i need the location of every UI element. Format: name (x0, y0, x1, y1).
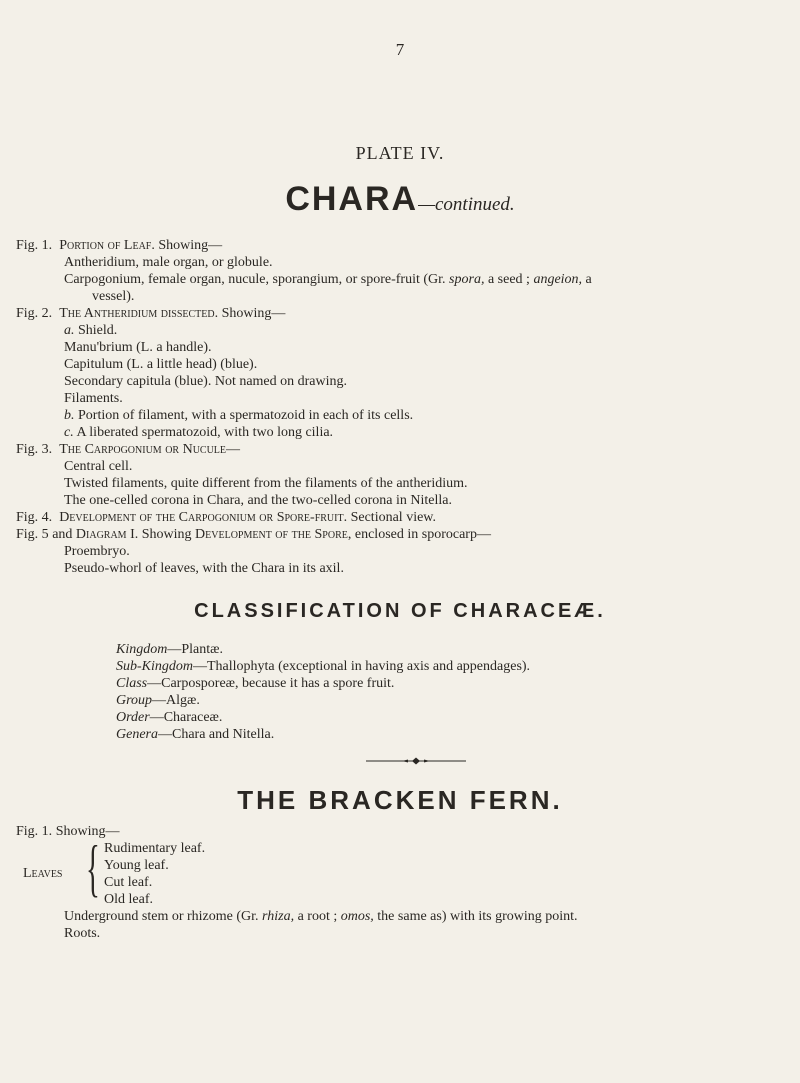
fig-title: Portion of Leaf. (59, 238, 155, 253)
showing-text: Showing— (154, 238, 223, 253)
rhizome-line: Underground stem or rhizome (Gr. rhiza, a root ; omos, the same as) with its growing point. (64, 909, 578, 924)
classification-row: Order—Characeæ. (116, 710, 223, 725)
classification-row: Sub-Kingdom—Thallophyta (exceptional in having axis and appendages). (116, 659, 531, 674)
classification-row: Kingdom—Plantæ. (116, 642, 223, 657)
fig5-line: Proembryo. (64, 544, 130, 559)
fig3-line: The one-celled corona in Chara, and the two-celled corona in Nitella. (64, 493, 452, 508)
fig4-heading: Fig. 4. Development of the Carpogonium or Spore-fruit. Sectional view. (16, 510, 436, 525)
fig1-line: Carpogonium, female organ, nucule, sporangium, or spore-fruit (Gr. spora, a seed ; angeion, a (64, 272, 592, 287)
fig1-heading (16, 237, 222, 254)
fig-label: Fig. 1. (16, 238, 53, 253)
classification-row: Genera—Chara and Nitella. (116, 727, 275, 742)
fig2-heading: Fig. 2. The Antheridium dissected. Showing— (16, 306, 286, 321)
bracken-fig-heading: Fig. 1. Showing— (16, 824, 120, 839)
fig5-line: Pseudo-whorl of leaves, with the Chara in its axil. (64, 561, 344, 576)
fig3-line: Twisted filaments, quite different from the filaments of the antheridium. (64, 476, 468, 491)
classification-row: Class—Carposporeæ, because it has a spore fruit. (116, 676, 395, 691)
fig1-line: Antheridium, male organ, or globule. (64, 255, 273, 270)
continued-label: —continued. (418, 194, 515, 215)
fig3-heading: Fig. 3. The Carpogonium or Nucule— (16, 442, 241, 457)
fig2-line: Filaments. (64, 391, 123, 406)
bracken-title: THE BRACKEN FERN. (237, 785, 563, 815)
plate-title: PLATE IV. (355, 143, 445, 163)
fig5-heading: Fig. 5 and Diagram I. Showing Development of the Spore, enclosed in sporocarp— (16, 527, 491, 542)
chara-heading (0, 180, 800, 219)
page-number: 7 (395, 40, 405, 59)
fig2-line: Capitulum (L. a little head) (blue). (64, 357, 258, 372)
leaf-item: Rudimentary leaf. (104, 841, 206, 856)
fig2-line: Secondary capitula (blue). Not named on drawing. (64, 374, 348, 389)
chara-title: CHARA (285, 180, 419, 218)
brace-icon: { (86, 832, 100, 903)
leaf-item: Old leaf. (104, 892, 153, 907)
leaves-label: Leaves (23, 866, 63, 881)
fig2-line: a. Shield. (64, 323, 118, 338)
fig2-line: b. Portion of filament, with a spermatozoid in each of its cells. (64, 408, 414, 423)
leaf-item: Cut leaf. (104, 875, 153, 890)
fig2-line: Manu'brium (L. a handle). (64, 340, 212, 355)
leaf-item: Young leaf. (104, 858, 169, 873)
classification-row: Group—Algæ. (116, 693, 200, 708)
classification-title: CLASSIFICATION OF CHARACEÆ. (194, 600, 606, 622)
fig2-line: c. A liberated spermatozoid, with two long cilia. (64, 425, 334, 440)
roots-line: Roots. (64, 926, 101, 941)
ornament-divider (366, 757, 466, 765)
fig3-line: Central cell. (64, 459, 133, 474)
fig1-line: vessel). (92, 289, 135, 304)
